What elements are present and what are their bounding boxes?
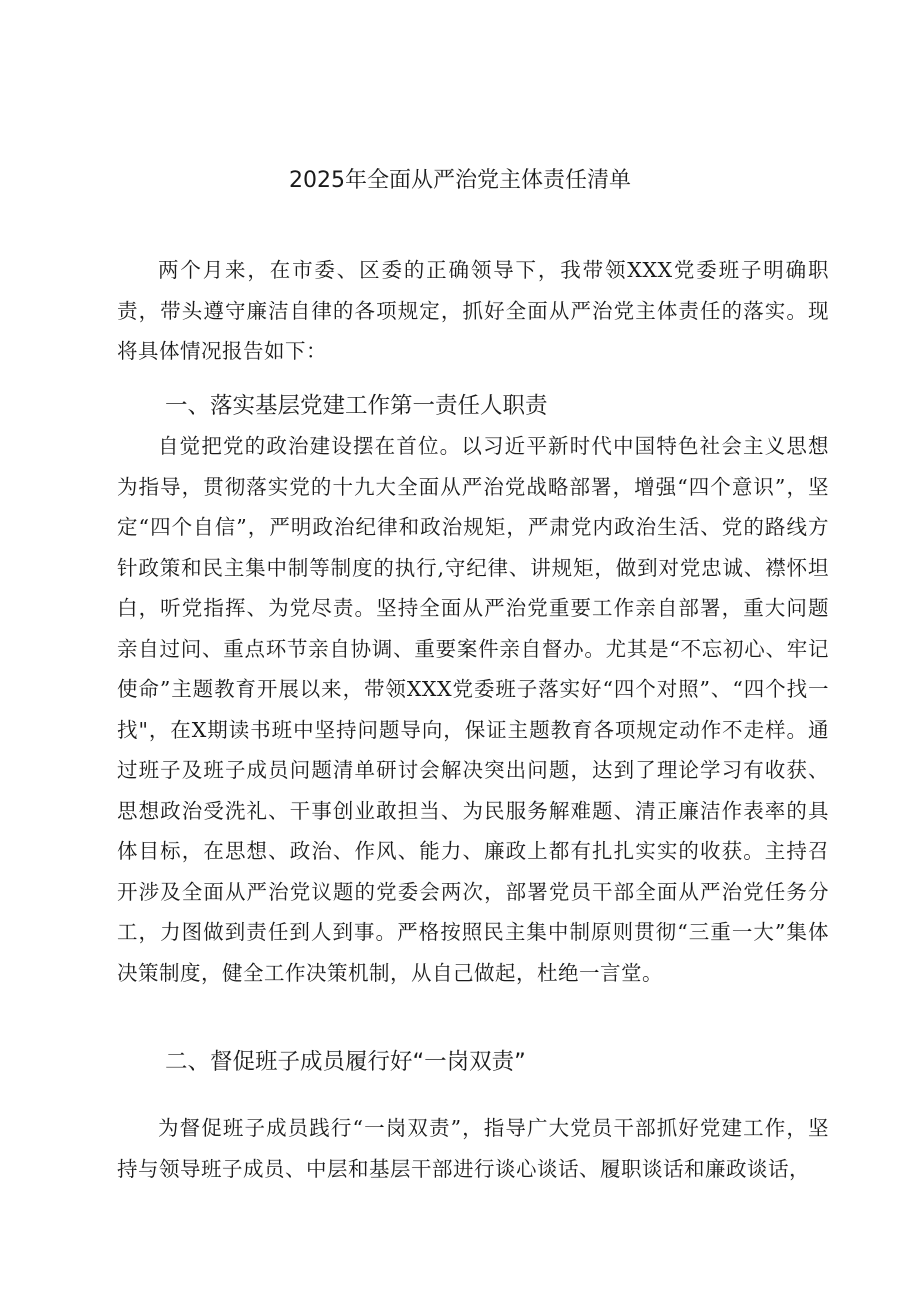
intro-paragraph: 两个月来，在市委、区委的正确领导下，我带领XXX党委班子明确职责，带头遵守廉洁自律的各项规定，抓好全面从严治党主体责任的落实。现将具体情况报告如下： xyxy=(117,258,829,363)
section-1-body: 自觉把党的政治建设摆在首位。以习近平新时代中国特色社会主义思想为指导，贯彻落实党的十九大全面从严治党战略部署，增强“四个意识”，坚定“四个自信”，严明政治纪律和政治规矩，严肃党内政治生活、党的路线方针政策和民主集中制等制度的执行,守纪律、讲规矩，做到对党忠诚、襟怀坦白，听党指挥、为党尽责。坚持全面从严治党重要工作亲自部署，重大问题亲自过问、重点环节亲自协调、重要案件亲自督办。尤其是“不忘初心、牢记使命”主题教育开展以来，带领XXX党委班子落实好“四个对照”、“四个找一找"，在X期读书班中坚持问题导向，保证主题教育各项规定动作不走样。通过班子及班子成员问题清单研讨会解决突出问题，达到了理论学习有收获、思想政治受洗礼、干事创业敢担当、为民服务解难题、清正廉洁作表率的具体目标，在思想、政治、作风、能力、廉政上都有扎扎实实的收获。主持召开涉及全面从严治党议题的党委会两次，部署党员干部全面从严治党任务分工，力图做到责任到人到事。严格按照民主集中制原则贯彻“三重一大”集体决策制度，健全工作决策机制，从自己做起，杜绝一言堂。 xyxy=(117,434,829,985)
section-2-body: 为督促班子成员践行“一岗双责”，指导广大党员干部抓好党建工作，坚持与领导班子成员、中层和基层干部进行谈心谈话、履职谈话和廉政谈话， xyxy=(117,1116,829,1181)
section-2-heading: 二、督促班子成员履行好“一岗双责” xyxy=(165,1049,526,1075)
document-title: 2025年全面从严治党主体责任清单 xyxy=(289,168,631,193)
section-1-heading: 一、落实基层党建工作第一责任人职责 xyxy=(165,393,548,419)
